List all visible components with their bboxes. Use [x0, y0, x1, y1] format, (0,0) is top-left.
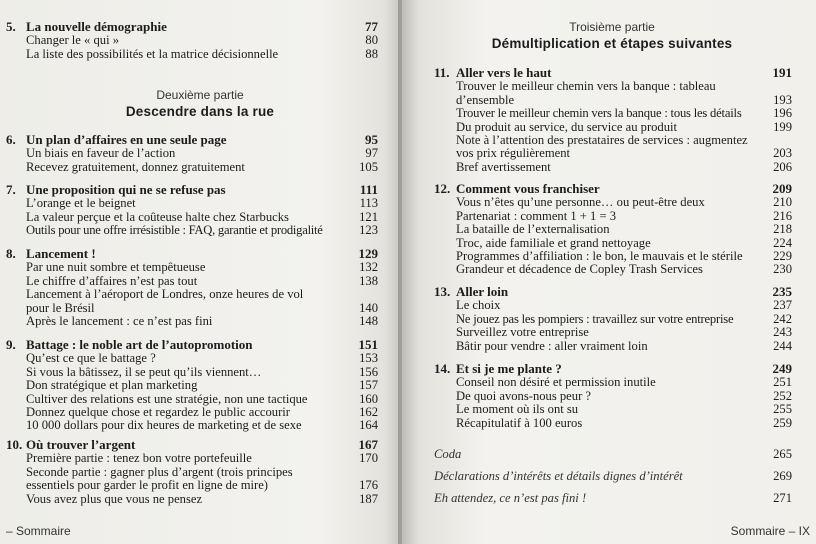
chapter-number: 10.: [6, 437, 23, 452]
chapter-page: 129: [358, 246, 378, 261]
entry-page: 237: [773, 298, 792, 313]
toc-entry[interactable]: [434, 376, 792, 389]
entry-text: Partenariat : comment 1 + 1 = 3: [456, 208, 617, 223]
entry-text: Recevez gratuitement, donnez gratuitement: [26, 159, 245, 174]
entry-text: Déclarations d’intérêts et détails dignes d’intérêt: [434, 469, 683, 483]
chapter-title: Comment vous franchiser: [456, 181, 600, 196]
chapter-page: 95: [365, 132, 378, 147]
entry-text: Note à l’attention des prestataires de services : augmentez: [456, 133, 748, 148]
entry-page: 244: [773, 338, 792, 353]
chapter-number: 5.: [6, 19, 16, 34]
toc-entry[interactable]: [434, 390, 792, 403]
entry-page: 113: [359, 196, 378, 211]
entry-page: 259: [773, 415, 792, 430]
toc-entry[interactable]: [434, 223, 792, 236]
toc-entry[interactable]: [434, 299, 792, 312]
chapter-7: [6, 183, 378, 238]
chapter-12: [434, 182, 792, 277]
entry-text: Récapitulatif à 100 euros: [456, 415, 583, 430]
entry-text: La liste des possibilités et la matrice décisionnelle: [26, 46, 279, 61]
entry-page: 252: [773, 388, 792, 403]
toc-entry[interactable]: [434, 313, 792, 326]
entry-page: 199: [773, 119, 792, 134]
toc-entry[interactable]: [6, 147, 378, 160]
entry-page: 170: [359, 451, 378, 466]
chapter-page: 167: [358, 437, 378, 452]
entry-page: 156: [359, 364, 378, 379]
entry-text: Trouver le meilleur chemin vers la banque : tableau: [456, 79, 716, 94]
chapter-heading[interactable]: [6, 438, 378, 451]
toc-entry[interactable]: [434, 250, 792, 263]
entry-text: Si vous la bâtissez, il se peut qu’ils viennent…: [26, 364, 262, 379]
chapter-page: 151: [358, 337, 378, 352]
entry-page: 80: [365, 33, 378, 48]
chapter-title: Où trouver l’argent: [26, 437, 136, 452]
entry-page: 229: [773, 249, 792, 264]
page-footer: – Sommaire: [6, 524, 71, 538]
entry-text: Ne jouez pas les pompiers : travaillez sur votre entreprise: [456, 311, 734, 326]
toc-entry[interactable]: [434, 134, 792, 147]
toc-entry[interactable]: [434, 161, 792, 174]
entry-page: 162: [359, 405, 378, 420]
toc-entry-coda[interactable]: [434, 447, 792, 462]
chapter-title: Et si je me plante ?: [456, 361, 562, 376]
toc-entry[interactable]: [6, 288, 378, 301]
entry-page: 105: [359, 159, 378, 174]
chapter-6: [6, 133, 378, 174]
entry-page: 224: [773, 235, 792, 250]
entry-text: 10 000 dollars pour dix heures de marketing et de sexe: [26, 418, 302, 433]
toc-entry[interactable]: [6, 224, 378, 237]
entry-text: Outils pour une offre irrésistible : FAQ, garantie et prodigalité: [26, 223, 323, 238]
entry-text: Le moment où ils ont su: [456, 402, 579, 417]
chapter-number: 11.: [434, 65, 450, 80]
entry-page: 269: [773, 469, 792, 483]
entry-page: 251: [773, 375, 792, 390]
entry-page: 132: [359, 260, 378, 275]
chapter-11: [434, 66, 792, 174]
part-title: Démultiplication et étapes suivantes: [491, 36, 733, 51]
entry-text: Première partie : tenez bon votre portefeuille: [26, 451, 252, 466]
toc-entry[interactable]: [434, 210, 792, 223]
toc-entry[interactable]: [6, 34, 378, 47]
entry-page: 216: [773, 208, 792, 223]
chapter-number: 7.: [6, 182, 16, 197]
entry-text: Changer le « qui »: [26, 33, 120, 48]
entry-text: Qu’est ce que le battage ?: [26, 351, 156, 366]
toc-entry[interactable]: [6, 352, 378, 365]
toc-entry[interactable]: [6, 48, 378, 61]
chapter-number: 6.: [6, 132, 16, 147]
toc-entry[interactable]: [6, 366, 378, 379]
toc-entry[interactable]: [6, 419, 378, 432]
left-page: [0, 0, 400, 544]
chapter-page: 209: [772, 181, 792, 196]
chapter-heading[interactable]: [434, 285, 792, 298]
entry-text: Bâtir pour vendre : aller vraiment loin: [456, 338, 648, 353]
chapter-13: [434, 285, 792, 353]
entry-text: Vous avez plus que vous ne pensez: [26, 491, 203, 506]
entry-text: Après le lancement : ce n’est pas fini: [26, 314, 213, 329]
toc-entry[interactable]: [434, 263, 792, 276]
chapter-page: 111: [359, 182, 378, 197]
toc-entry[interactable]: [434, 196, 792, 209]
toc-entry[interactable]: [6, 379, 378, 392]
entry-page: 196: [773, 106, 792, 121]
entry-text: Grandeur et décadence de Copley Trash Services: [456, 262, 703, 277]
entry-page: 121: [359, 209, 378, 224]
entry-page: 210: [773, 195, 792, 210]
chapter-title: Battage : le noble art de l’autopromotion: [26, 337, 253, 352]
right-page: [402, 0, 816, 544]
chapter-heading[interactable]: [6, 338, 378, 351]
entry-text: Par une nuit sombre et tempêtueuse: [26, 260, 206, 275]
entry-text: Conseil non désiré et permission inutile: [456, 375, 656, 390]
chapter-title: Lancement !: [26, 246, 96, 261]
part-three-heading: [422, 20, 802, 51]
entry-page: 255: [773, 402, 792, 417]
entry-text: Eh attendez, ce n’est pas fini !: [434, 491, 587, 505]
entry-text: essentiels pour garder le profit en ligne de mire): [26, 478, 268, 493]
entry-page: 203: [773, 146, 792, 161]
entry-text: Vous n’êtes qu’une personne… ou peut-être deux: [456, 195, 705, 210]
entry-page: 230: [773, 262, 792, 277]
entry-text: Don stratégique et plan marketing: [26, 378, 198, 393]
entry-text: Lancement à l’aéroport de Londres, onze heures de vol: [26, 287, 304, 302]
chapter-number: 13.: [434, 284, 451, 299]
entry-page: 97: [365, 146, 378, 161]
entry-page: 206: [773, 159, 792, 174]
part-title: Descendre dans la rue: [125, 104, 275, 119]
toc-entry-epilogue[interactable]: [434, 491, 792, 506]
toc-entry[interactable]: [434, 147, 792, 160]
entry-page: 153: [359, 351, 378, 366]
chapter-heading[interactable]: [6, 20, 378, 33]
entry-page: 164: [359, 418, 378, 433]
entry-text: Troc, aide familiale et grand nettoyage: [456, 235, 651, 250]
toc-entry[interactable]: [434, 121, 792, 134]
toc-entry[interactable]: [6, 479, 378, 492]
entry-page: 123: [359, 223, 378, 238]
chapter-heading[interactable]: [434, 66, 792, 79]
chapter-number: 8.: [6, 246, 16, 261]
toc-entry[interactable]: [6, 315, 378, 328]
chapter-5: [6, 20, 378, 61]
chapter-heading[interactable]: [6, 183, 378, 196]
toc-entry[interactable]: [434, 403, 792, 416]
toc-entry[interactable]: [434, 107, 792, 120]
entry-text: Le choix: [456, 298, 501, 313]
chapter-heading[interactable]: [6, 133, 378, 146]
chapter-title: Une proposition qui ne se refuse pas: [26, 182, 226, 197]
entry-text: Seconde partie : gagner plus d’argent (trois principes: [26, 464, 293, 479]
entry-page: 140: [359, 300, 378, 315]
chapter-14: [434, 362, 792, 430]
chapter-number: 9.: [6, 337, 16, 352]
toc-entry[interactable]: [434, 94, 792, 107]
chapter-title: Aller vers le haut: [456, 65, 552, 80]
entry-page: 218: [773, 222, 792, 237]
entry-page: 88: [365, 46, 378, 61]
chapter-number: 12.: [434, 181, 451, 196]
toc-entry[interactable]: [6, 161, 378, 174]
toc-entry[interactable]: [6, 261, 378, 274]
page-footer: Sommaire – IX: [730, 524, 810, 538]
chapter-title: La nouvelle démographie: [26, 19, 167, 34]
toc-entry[interactable]: [6, 211, 378, 224]
entry-text: Du produit au service, du service au produit: [456, 119, 678, 134]
entry-text: Coda: [434, 447, 462, 461]
entry-text: pour le Brésil: [26, 300, 95, 315]
chapter-page: 77: [365, 19, 378, 34]
chapter-heading[interactable]: [6, 247, 378, 260]
entry-page: 160: [359, 391, 378, 406]
toc-entry[interactable]: [6, 197, 378, 210]
entry-text: Trouver le meilleur chemin vers la banque : tous les détails: [456, 106, 742, 121]
toc-entry[interactable]: [434, 417, 792, 430]
entry-text: Surveillez votre entreprise: [456, 325, 589, 340]
entry-text: Un biais en faveur de l’action: [26, 146, 176, 161]
entry-page: 193: [773, 92, 792, 107]
toc-entry-declarations[interactable]: [434, 469, 792, 484]
entry-text: La valeur perçue et la coûteuse halte chez Starbucks: [26, 209, 289, 224]
chapter-heading[interactable]: [434, 362, 792, 375]
entry-text: Donnez quelque chose et regardez le public accourir: [26, 405, 290, 420]
toc-entry[interactable]: [434, 340, 792, 353]
toc-entry[interactable]: [6, 406, 378, 419]
toc-entry[interactable]: [434, 237, 792, 250]
entry-page: 265: [773, 447, 792, 461]
toc-entry[interactable]: [434, 80, 792, 93]
entry-text: La bataille de l’externalisation: [456, 222, 610, 237]
entry-page: 157: [359, 378, 378, 393]
chapter-10: [6, 438, 378, 506]
entry-page: 176: [359, 478, 378, 493]
chapter-page: 249: [772, 361, 792, 376]
chapter-title: Aller loin: [456, 284, 509, 299]
entry-page: 187: [359, 491, 378, 506]
entry-text: Bref avertissement: [456, 159, 551, 174]
entry-text: vos prix régulièrement: [456, 146, 571, 161]
entry-text: De quoi avons-nous peur ?: [456, 388, 592, 403]
toc-entry[interactable]: [6, 452, 378, 465]
toc-entry[interactable]: [434, 326, 792, 339]
part-label: Troisième partie: [569, 20, 655, 34]
entry-text: d’ensemble: [456, 92, 515, 107]
entry-text: L’orange et le beignet: [26, 196, 136, 211]
entry-page: 138: [359, 273, 378, 288]
entry-text: Programmes d’affiliation : le bon, le mauvais et le stérile: [456, 249, 743, 264]
chapter-title: Un plan d’affaires en une seule page: [26, 132, 227, 147]
chapter-heading[interactable]: [434, 182, 792, 195]
toc-entry[interactable]: [6, 275, 378, 288]
entry-page: 148: [359, 314, 378, 329]
chapter-9: [6, 338, 378, 433]
toc-entry[interactable]: [6, 466, 378, 479]
part-two-heading: [0, 88, 400, 119]
part-label: Deuxième partie: [156, 88, 244, 102]
chapter-page: 235: [772, 284, 792, 299]
chapter-8: [6, 247, 378, 328]
entry-page: 242: [773, 311, 792, 326]
entry-text: Cultiver des relations est une stratégie, non une tactique: [26, 391, 308, 406]
toc-entry[interactable]: [6, 302, 378, 315]
chapter-number: 14.: [434, 361, 451, 376]
entry-page: 243: [773, 325, 792, 340]
toc-entry[interactable]: [6, 493, 378, 506]
toc-entry[interactable]: [6, 393, 378, 406]
entry-page: 271: [773, 491, 792, 505]
entry-text: Le chiffre d’affaires n’est pas tout: [26, 273, 198, 288]
chapter-page: 191: [772, 65, 792, 80]
